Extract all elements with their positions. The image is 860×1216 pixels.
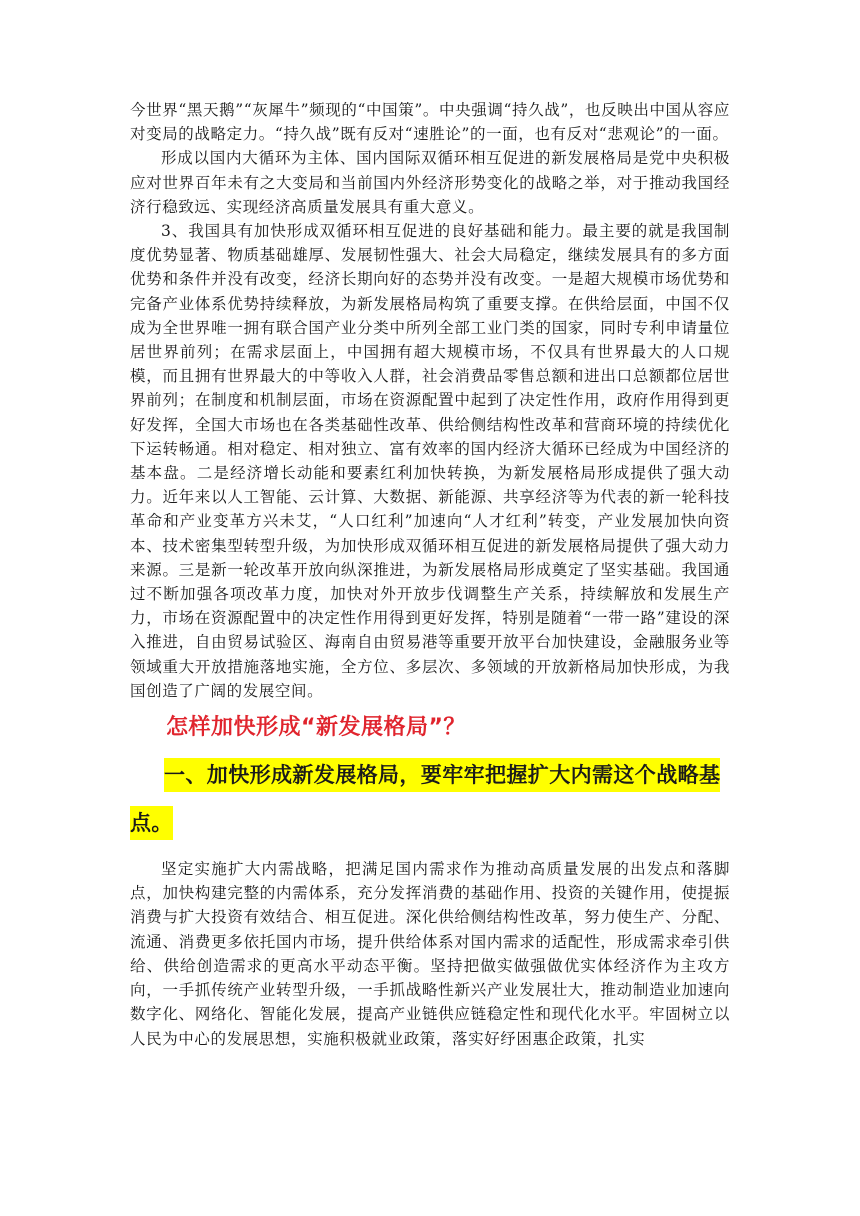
body-paragraph-2: 形成以国内大循环为主体、国内国际双循环相互促进的新发展格局是党中央积极应对世界百年未有之大变局和当前国内外经济形势变化的战略之举，对于推动我国经济行稳致远、实现经济高质量发展具有重大意义。 bbox=[130, 149, 730, 216]
section-title: 怎样加快形成“新发展格局”？ bbox=[166, 715, 466, 741]
body-paragraph-1: 今世界“黑天鹅”“灰犀牛”频现的“中国策”。中央强调“持久战”，也反映出中国从容应对变局的战略定力。“持久战”既有反对“速胜论”的一面，也有反对“悲观论”的一面。 bbox=[130, 101, 730, 144]
subsection-title-text: 一、加快形成新发展格局，要牢牢把握扩大内需这个战略基点。 bbox=[130, 758, 720, 840]
subsection-title bbox=[130, 751, 730, 847]
document-page bbox=[130, 98, 730, 1051]
body-paragraph-4: 坚定实施扩大内需战略，把满足国内需求作为推动高质量发展的出发点和落脚点，加快构建完整的内需体系，充分发挥消费的基础作用、投资的关键作用，使提振消费与扩大投资有效结合、相互促进。深化供给侧结构性改革，努力使生产、分配、流通、消费更多依托国内市场，提升供给体系对国内需求的适配性，形成需求牵引供给、供给创造需求的更高水平动态平衡。坚持把做实做强做优实体经济作为主攻方向，一手抓传统产业转型升级，一手抓战略性新兴产业发展壮大，推动制造业加速向数字化、网络化、智能化发展，提高产业链供应链稳定性和现代化水平。牢固树立以人民为中心的发展思想，实施积极就业政策，落实好纾困惠企政策，扎实 bbox=[130, 860, 730, 1048]
body-paragraph-3: 3、我国具有加快形成双循环相互促进的良好基础和能力。最主要的就是我国制度优势显著、物质基础雄厚、发展韧性强大、社会大局稳定，继续发展具有的多方面优势和条件并没有改变，经济长期向好的态势并没有改变。一是超大规模市场优势和完备产业体系优势持续释放，为新发展格局构筑了重要支撑。在供给层面，中国不仅成为全世界唯一拥有联合国产业分类中所列全部工业门类的国家，同时专利申请量位居世界前列；在需求层面上，中国拥有超大规模市场，不仅具有世界最大的人口规模，而且拥有世界最大的中等收入人群，社会消费品零售总额和进出口总额都位居世界前列；在制度和机制层面，市场在资源配置中起到了决定性作用，政府作用得到更好发挥，全国大市场也在各类基础性改革、供给侧结构性改革和营商环境的持续优化下运转畅通。相对稳定、相对独立、富有效率的国内经济大循环已经成为中国经济的基本盘。二是经济增长动能和要素红利加快转换，为新发展格局形成提供了强大动力。近年来以人工智能、云计算、大数据、新能源、共享经济等为代表的新一轮科技革命和产业变革方兴未艾，“人口红利”加速向“人才红利”转变，产业发展加快向资本、技术密集型转型升级，为加快形成双循环相互促进的新发展格局提供了强大动力来源。三是新一轮改革开放向纵深推进，为新发展格局形成奠定了坚实基础。我国通过不断加强各项改革力度，加快对外开放步伐调整生产关系，持续解放和发展生产力，市场在资源配置中的决定性作用得到更好发挥，特别是随着“一带一路”建设的深入推进，自由贸易试验区、海南自由贸易港等重要开放平台加快建设，金融服务业等领域重大开放措施落地实施，全方位、多层次、多领域的开放新格局加快形成，为我国创造了广阔的发展空间。 bbox=[130, 222, 730, 700]
